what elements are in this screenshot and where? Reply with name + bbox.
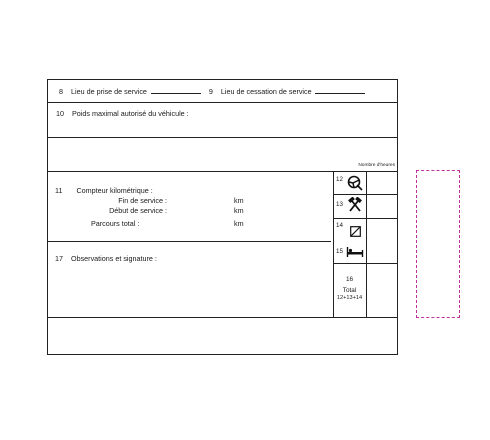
field-number-16: 16 <box>345 276 354 283</box>
field-number-8: 8 <box>59 87 63 96</box>
max-weight-label: Poids maximal autorisé du véhicule : <box>72 109 189 118</box>
hours-header: Nombre d'heures <box>358 163 395 168</box>
availability-box-icon <box>350 226 361 237</box>
crossed-hammers-icon <box>347 197 363 213</box>
divider <box>48 137 397 138</box>
observations-row <box>55 254 157 263</box>
field-number-13: 13 <box>336 201 343 208</box>
hours-divider <box>333 194 397 195</box>
field-number-11: 11 <box>55 186 63 195</box>
field-number-10: 10 <box>56 109 64 118</box>
divider <box>48 317 397 318</box>
divider <box>48 171 397 172</box>
total-formula: 12+13+14 <box>336 294 363 301</box>
field-number-12: 12 <box>336 176 343 183</box>
divider <box>48 241 331 242</box>
start-place-field[interactable] <box>151 87 201 94</box>
field-number-14: 14 <box>336 222 343 229</box>
total-distance-unit: km <box>234 219 244 228</box>
divider <box>48 102 397 103</box>
end-place-label: Lieu de cessation de service <box>220 87 312 96</box>
total-distance-label: Parcours total : <box>91 219 140 228</box>
observations-label: Observations et signature : <box>71 254 157 263</box>
field-number-9: 9 <box>208 87 213 96</box>
hours-divider <box>333 218 397 219</box>
detachable-strip-outline <box>416 170 460 318</box>
hours-divider <box>333 263 397 264</box>
counter-title-row <box>55 186 153 195</box>
field-number-17: 17 <box>55 254 63 263</box>
total-label: Total <box>342 287 357 295</box>
end-of-service-label: Fin de service : <box>118 196 167 205</box>
end-place-field[interactable] <box>315 87 365 94</box>
total-block <box>333 276 366 301</box>
start-of-service-label: Début de service : <box>109 206 167 215</box>
counter-title: Compteur kilométrique : <box>76 186 153 195</box>
end-of-service-unit: km <box>234 196 244 205</box>
row-service-places <box>59 87 365 96</box>
field-number-15: 15 <box>336 248 343 255</box>
activity-form <box>47 79 398 355</box>
start-of-service-unit: km <box>234 206 244 215</box>
hours-column-right-border <box>366 171 367 317</box>
start-place-label: Lieu de prise de service <box>71 87 147 96</box>
bed-icon <box>346 246 364 258</box>
row-max-weight <box>56 109 189 118</box>
steering-wheel-icon <box>347 175 363 191</box>
